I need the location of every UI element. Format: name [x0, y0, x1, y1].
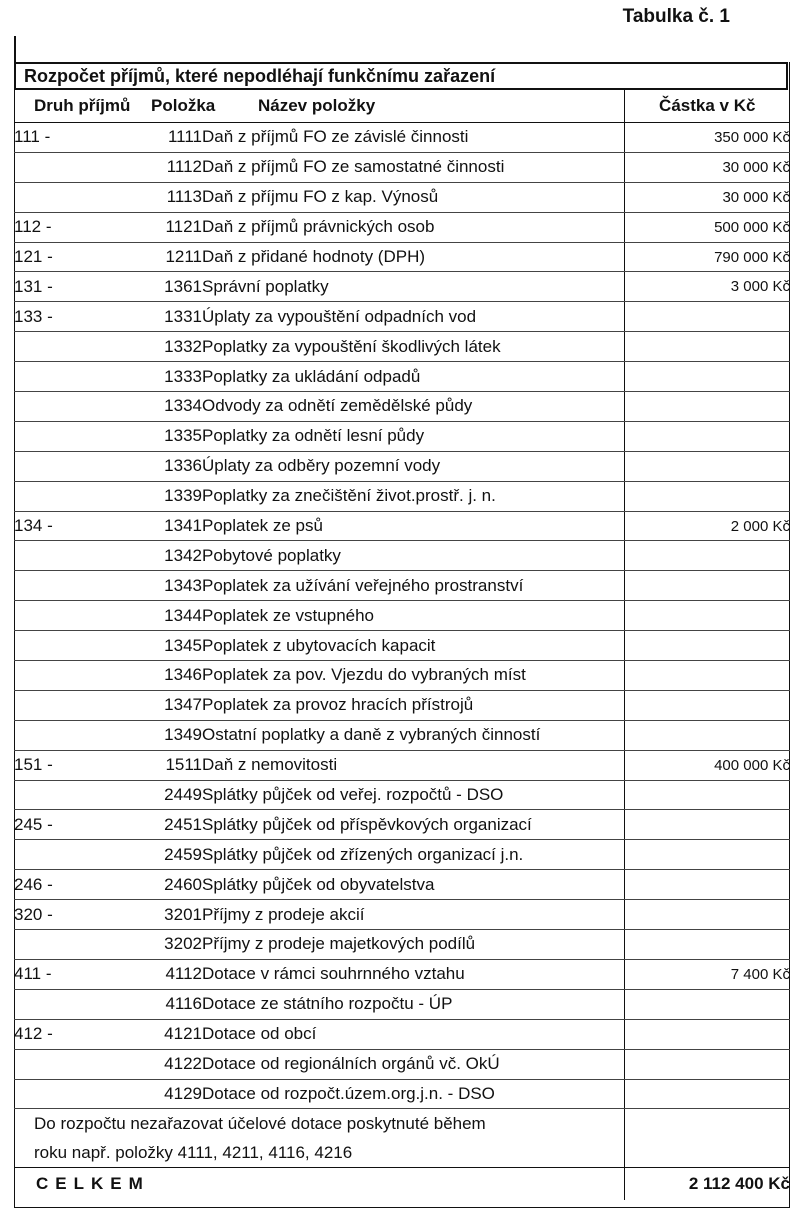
nazev-cell: Poplatky za ukládání odpadů	[202, 362, 624, 392]
polozka-cell: 1345	[136, 631, 202, 661]
polozka-cell: 2451	[136, 810, 202, 840]
polozka-cell: 1342	[136, 541, 202, 571]
nazev-cell: Poplatek z ubytovacích kapacit	[202, 631, 624, 661]
druh-cell	[14, 690, 136, 720]
polozka-cell: 1333	[136, 362, 202, 392]
castka-cell	[624, 720, 790, 750]
castka-cell	[624, 840, 790, 870]
table-row	[14, 511, 790, 541]
table-row	[14, 481, 790, 511]
druh-cell	[14, 332, 136, 362]
castka-cell	[624, 900, 790, 930]
castka-cell: 3 000 Kč	[624, 272, 790, 302]
polozka-cell: 1511	[136, 750, 202, 780]
table-row	[14, 930, 790, 960]
polozka-cell: 4116	[136, 989, 202, 1019]
table-row	[14, 1019, 790, 1049]
polozka-cell: 4122	[136, 1049, 202, 1079]
druh-cell	[14, 780, 136, 810]
nazev-cell: Poplatek ze vstupného	[202, 601, 624, 631]
table-row	[14, 810, 790, 840]
note-line: roku např. položky 4111, 4211, 4116, 4216	[34, 1142, 353, 1162]
druh-cell: 320 -	[14, 900, 136, 930]
druh-cell	[14, 451, 136, 481]
table-row	[14, 123, 790, 153]
nazev-cell: Splátky půjček od obyvatelstva	[202, 870, 624, 900]
castka-cell: 350 000 Kč	[624, 123, 790, 153]
nazev-cell: Splátky půjček od veřej. rozpočtů - DSO	[202, 780, 624, 810]
castka-cell	[624, 989, 790, 1019]
druh-cell	[14, 989, 136, 1019]
castka-cell: 30 000 Kč	[624, 182, 790, 212]
druh-cell: 112 -	[14, 212, 136, 242]
druh-cell: 121 -	[14, 242, 136, 272]
castka-cell	[624, 302, 790, 332]
nazev-cell: Poplatky za vypouštění škodlivých látek	[202, 332, 624, 362]
druh-cell: 245 -	[14, 810, 136, 840]
druh-cell	[14, 1079, 136, 1109]
table-row	[14, 750, 790, 780]
nazev-cell: Úplaty za odběry pozemní vody	[202, 451, 624, 481]
castka-cell	[624, 661, 790, 691]
polozka-cell: 1361	[136, 272, 202, 302]
nazev-cell: Příjmy z prodeje majetkových podílů	[202, 930, 624, 960]
polozka-cell: 1335	[136, 421, 202, 451]
castka-cell	[624, 1049, 790, 1079]
note-amount-cell	[624, 1109, 790, 1138]
table-label: Tabulka č. 1	[622, 6, 730, 27]
nazev-cell: Správní poplatky	[202, 272, 624, 302]
table-row	[14, 272, 790, 302]
table-row	[14, 332, 790, 362]
note-row	[14, 1138, 790, 1167]
castka-cell: 2 000 Kč	[624, 511, 790, 541]
header-row	[14, 90, 790, 123]
table-row	[14, 720, 790, 750]
nazev-cell: Daň z nemovitosti	[202, 750, 624, 780]
polozka-cell: 1211	[136, 242, 202, 272]
table-row	[14, 182, 790, 212]
polozka-cell: 1344	[136, 601, 202, 631]
castka-cell	[624, 541, 790, 571]
polozka-cell: 4112	[136, 959, 202, 989]
total-row	[14, 1168, 790, 1201]
table-row	[14, 840, 790, 870]
polozka-cell: 4121	[136, 1019, 202, 1049]
druh-cell	[14, 631, 136, 661]
polozka-cell: 1113	[136, 182, 202, 212]
polozka-cell: 1341	[136, 511, 202, 541]
nazev-cell: Dotace od obcí	[202, 1019, 624, 1049]
polozka-cell: 2460	[136, 870, 202, 900]
polozka-cell: 1343	[136, 571, 202, 601]
druh-cell	[14, 362, 136, 392]
castka-cell	[624, 332, 790, 362]
castka-cell	[624, 930, 790, 960]
polozka-cell: 1339	[136, 481, 202, 511]
table-row	[14, 152, 790, 182]
druh-cell	[14, 571, 136, 601]
polozka-cell: 2449	[136, 780, 202, 810]
polozka-cell: 1121	[136, 212, 202, 242]
note-row	[14, 1109, 790, 1138]
castka-cell	[624, 780, 790, 810]
polozka-cell: 1112	[136, 152, 202, 182]
castka-cell	[624, 421, 790, 451]
druh-cell: 134 -	[14, 511, 136, 541]
polozka-cell: 1331	[136, 302, 202, 332]
castka-cell: 7 400 Kč	[624, 959, 790, 989]
header-polozka: Položka	[136, 90, 202, 123]
margin-line	[14, 36, 16, 62]
table-row	[14, 989, 790, 1019]
castka-cell	[624, 1079, 790, 1109]
header-nazev: Název položky	[202, 90, 624, 123]
nazev-cell: Příjmy z prodeje akcií	[202, 900, 624, 930]
druh-cell	[14, 840, 136, 870]
druh-cell	[14, 541, 136, 571]
nazev-cell: Poplatek za užívání veřejného prostranství	[202, 571, 624, 601]
table-row	[14, 421, 790, 451]
nazev-cell: Dotace od rozpočt.územ.org.j.n. - DSO	[202, 1079, 624, 1109]
druh-cell	[14, 661, 136, 691]
nazev-cell: Poplatky za znečištění život.prostř. j. n.	[202, 481, 624, 511]
nazev-cell: Daň z příjmů FO ze závislé činnosti	[202, 123, 624, 153]
druh-cell	[14, 720, 136, 750]
nazev-cell: Daň z přidané hodnoty (DPH)	[202, 242, 624, 272]
nazev-cell: Splátky půjček od zřízených organizací j.n.	[202, 840, 624, 870]
nazev-cell: Odvody za odnětí zemědělské půdy	[202, 392, 624, 422]
druh-cell: 131 -	[14, 272, 136, 302]
castka-cell	[624, 392, 790, 422]
polozka-cell: 3202	[136, 930, 202, 960]
druh-cell	[14, 152, 136, 182]
table-row	[14, 690, 790, 720]
table-row	[14, 302, 790, 332]
table-row	[14, 631, 790, 661]
polozka-cell: 1347	[136, 690, 202, 720]
table-row	[14, 900, 790, 930]
table-row	[14, 242, 790, 272]
castka-cell	[624, 601, 790, 631]
polozka-cell: 1349	[136, 720, 202, 750]
castka-cell	[624, 631, 790, 661]
druh-cell	[14, 930, 136, 960]
castka-cell	[624, 870, 790, 900]
table-row	[14, 870, 790, 900]
castka-cell	[624, 481, 790, 511]
table-title: Rozpočet příjmů, které nepodléhají funkčnímu zařazení	[14, 62, 788, 90]
polozka-cell: 1346	[136, 661, 202, 691]
druh-cell	[14, 421, 136, 451]
table-row	[14, 571, 790, 601]
castka-cell: 400 000 Kč	[624, 750, 790, 780]
nazev-cell: Splátky půjček od příspěvkových organizací	[202, 810, 624, 840]
druh-cell: 111 -	[14, 123, 136, 153]
nazev-cell: Poplatek za provoz hracích přístrojů	[202, 690, 624, 720]
total-amount: 2 112 400 Kč	[624, 1168, 790, 1201]
castka-cell	[624, 571, 790, 601]
nazev-cell: Daň z příjmů právnických osob	[202, 212, 624, 242]
table-row	[14, 959, 790, 989]
castka-cell	[624, 451, 790, 481]
polozka-cell: 1334	[136, 392, 202, 422]
budget-table	[14, 90, 790, 1200]
table-row	[14, 212, 790, 242]
druh-cell: 411 -	[14, 959, 136, 989]
table-row	[14, 392, 790, 422]
total-label: CELKEM	[14, 1168, 624, 1201]
castka-cell: 30 000 Kč	[624, 152, 790, 182]
druh-cell: 246 -	[14, 870, 136, 900]
castka-cell: 790 000 Kč	[624, 242, 790, 272]
table-row	[14, 451, 790, 481]
header-castka: Částka v Kč	[624, 90, 790, 123]
note-line: Do rozpočtu nezařazovat účelové dotace poskytnuté během	[34, 1113, 486, 1133]
polozka-cell: 1111	[136, 123, 202, 153]
table-row	[14, 362, 790, 392]
note-amount-cell	[624, 1138, 790, 1167]
nazev-cell: Pobytové poplatky	[202, 541, 624, 571]
castka-cell	[624, 362, 790, 392]
nazev-cell: Poplatky za odnětí lesní půdy	[202, 421, 624, 451]
nazev-cell: Dotace ze státního rozpočtu - ÚP	[202, 989, 624, 1019]
polozka-cell: 1332	[136, 332, 202, 362]
nazev-cell: Ostatní poplatky a daně z vybraných činností	[202, 720, 624, 750]
nazev-cell: Daň z příjmů FO ze samostatné činnosti	[202, 152, 624, 182]
table-row	[14, 601, 790, 631]
druh-cell: 412 -	[14, 1019, 136, 1049]
castka-cell	[624, 690, 790, 720]
druh-cell	[14, 392, 136, 422]
table-row	[14, 1049, 790, 1079]
druh-cell: 133 -	[14, 302, 136, 332]
nazev-cell: Poplatek za pov. Vjezdu do vybraných míst	[202, 661, 624, 691]
nazev-cell: Úplaty za vypouštění odpadních vod	[202, 302, 624, 332]
druh-cell	[14, 182, 136, 212]
table-row	[14, 780, 790, 810]
polozka-cell: 4129	[136, 1079, 202, 1109]
header-druh: Druh příjmů	[14, 90, 136, 123]
castka-cell	[624, 810, 790, 840]
druh-cell: 151 -	[14, 750, 136, 780]
nazev-cell: Dotace v rámci souhrnného vztahu	[202, 959, 624, 989]
druh-cell	[14, 1049, 136, 1079]
table-body	[14, 123, 790, 1109]
druh-cell	[14, 481, 136, 511]
table-row	[14, 661, 790, 691]
nazev-cell: Poplatek ze psů	[202, 511, 624, 541]
polozka-cell: 2459	[136, 840, 202, 870]
polozka-cell: 1336	[136, 451, 202, 481]
castka-cell	[624, 1019, 790, 1049]
table-row	[14, 1079, 790, 1109]
castka-cell: 500 000 Kč	[624, 212, 790, 242]
polozka-cell: 3201	[136, 900, 202, 930]
nazev-cell: Daň z příjmu FO z kap. Výnosů	[202, 182, 624, 212]
table-row	[14, 541, 790, 571]
nazev-cell: Dotace od regionálních orgánů vč. OkÚ	[202, 1049, 624, 1079]
druh-cell	[14, 601, 136, 631]
